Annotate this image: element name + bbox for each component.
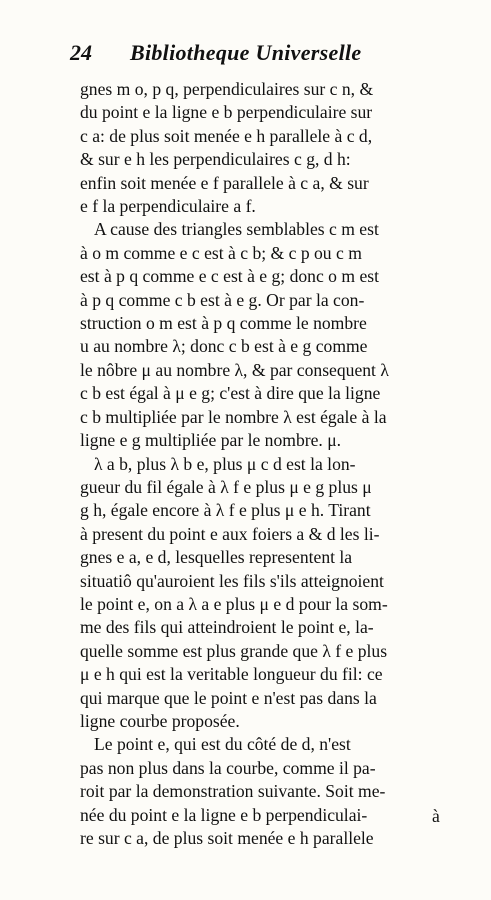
text-line: struction o m est à p q comme le nombre (80, 313, 367, 334)
text-line: quelle somme est plus grande que λ f e plus (80, 640, 388, 661)
body-text (80, 78, 450, 850)
text-line: λ a b, plus λ b e, plus μ c d est la lon- (94, 453, 356, 474)
text-line: gnes m o, p q, perpendiculaires sur c n, & (80, 79, 374, 99)
text-line: e f la perpendiculaire a f. (80, 196, 256, 217)
text-line: & sur e h les perpendiculaires c g, d h: (80, 149, 351, 170)
text-line: Le point e, qui est du côté de d, n'est (94, 734, 351, 755)
text-line: est à p q comme e c est à e g; donc o m est (80, 266, 379, 287)
text-line: u au nombre λ; donc c b est à e g comme (80, 336, 368, 357)
text-line: ligne e g multipliée par le nombre. μ. (80, 430, 342, 451)
text-line: gueur du fil égale à λ f e plus μ e g plus μ (80, 476, 372, 497)
text-line: qui marque que le point e n'est pas dans la (80, 687, 377, 708)
text-line: roit par la demonstration suivante. Soit me- (80, 781, 386, 802)
text-line: née du point e la ligne e b perpendiculai- (80, 804, 368, 825)
text-line: à present du point e aux foiers a & d les li- (80, 523, 380, 544)
text-line: A cause des triangles semblables c m est (94, 219, 379, 240)
catchword: à (432, 806, 440, 826)
text-line: gnes e a, e d, lesquelles representent la (80, 547, 353, 568)
text-line: pas non plus dans la courbe, comme il pa- (80, 757, 376, 778)
text-line: c b multipliée par le nombre λ est égale à la (80, 406, 387, 427)
text-line: ligne courbe proposée. (80, 710, 240, 731)
text-line: c a: de plus soit menée e h parallele à c d, (80, 125, 373, 146)
text-line: le nôbre μ au nombre λ, & par consequent λ (80, 359, 389, 380)
text-line: me des fils qui atteindroient le point e, la- (80, 617, 374, 638)
page-number: 24 (70, 40, 92, 65)
text-line: le point e, on a λ a e plus μ e d pour la som- (80, 593, 388, 614)
text-line: c b est égal à μ e g; c'est à dire que la ligne (80, 383, 381, 404)
text-line: à o m comme e c est à c b; & c p ou c m (80, 242, 362, 263)
running-title: Bibliotheque Universelle (130, 40, 362, 65)
text-line: situatiô qu'auroient les fils s'ils atteignoient (80, 570, 384, 591)
text-line: re sur c a, de plus soit menée e h parallele (80, 828, 374, 848)
text-line: du point e la ligne e b perpendiculaire sur (80, 102, 373, 123)
text-line: g h, égale encore à λ f e plus μ e h. Tirant (80, 500, 371, 521)
text-line: enfin soit menée e f parallele à c a, & sur (80, 172, 369, 193)
text-line: à p q comme c b est à e g. Or par la con- (80, 289, 365, 310)
text-line: μ e h qui est la veritable longueur du fil: ce (80, 664, 383, 685)
page-header (70, 40, 450, 66)
